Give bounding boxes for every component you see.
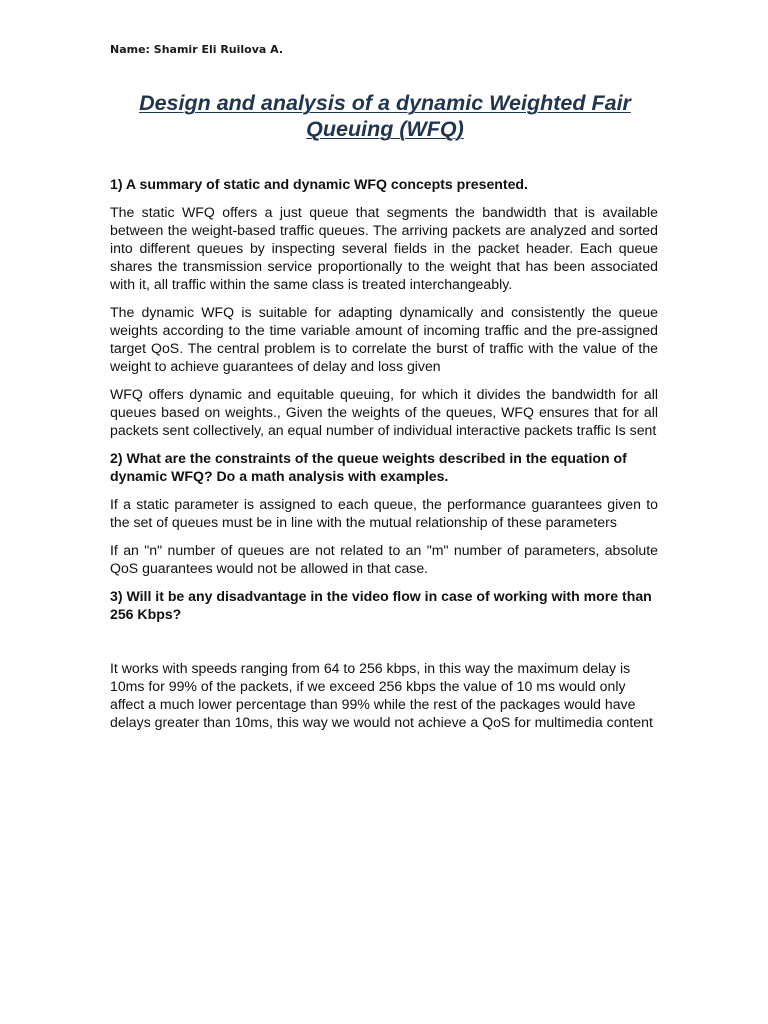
section-3-heading: 3) Will it be any disadvantage in the video flow in case of working with more than 256 Kbps? — [110, 588, 652, 622]
section-2-paragraph-2: If an "n" number of queues are not related to an "m" number of parameters, absolute QoS guarantees would not be allowed in that case. — [110, 542, 658, 576]
document-body — [110, 175, 658, 741]
section-3-paragraph-1: It works with speeds ranging from 64 to 256 kbps, in this way the maximum delay is 10ms for 99% of the packets, if we exceed 256 kbps the value of 10 ms would only affect a much lower percentage than 99% while the rest of the packages would have delays greater than 10ms, this way we would not achieve a QoS for multimedia content — [110, 660, 653, 730]
section-1-paragraph-3: WFQ offers dynamic and equitable queuing, for which it divides the bandwidth for all queues based on weights., Given the weights of the queues, WFQ ensures that for all packets sent collectively, an equal number of individual interactive packets traffic Is sent — [110, 386, 658, 438]
blank-spacer — [110, 633, 658, 659]
document-title: Design and analysis of a dynamic Weighted Fair Queuing (WFQ) — [139, 91, 631, 141]
section-1-heading: 1) A summary of static and dynamic WFQ concepts presented. — [110, 176, 528, 192]
section-2-heading: 2) What are the constraints of the queue weights described in the equation of dynamic WFQ? Do a math analysis with examples. — [110, 450, 627, 484]
section-1-paragraph-2: The dynamic WFQ is suitable for adapting dynamically and consistently the queue weights according to the time variable amount of incoming traffic and the pre-assigned target QoS. The central problem is to correlate the burst of traffic with the value of the weight to achieve guarantees of delay and loss given — [110, 304, 658, 374]
author-name: Name: Shamir Eli Ruilova A. — [110, 43, 284, 56]
section-2-paragraph-1: If a static parameter is assigned to each queue, the performance guarantees given to the set of queues must be in line with the mutual relationship of these parameters — [110, 496, 658, 530]
section-1-paragraph-1: The static WFQ offers a just queue that segments the bandwidth that is available between the weight-based traffic queues. The arriving packets are analyzed and sorted into different queues by inspecting several fields in the packet header. Each queue shares the transmission service proportionally to the weight that has been associated with it, all traffic within the same class is treated interchangeably. — [110, 204, 658, 292]
